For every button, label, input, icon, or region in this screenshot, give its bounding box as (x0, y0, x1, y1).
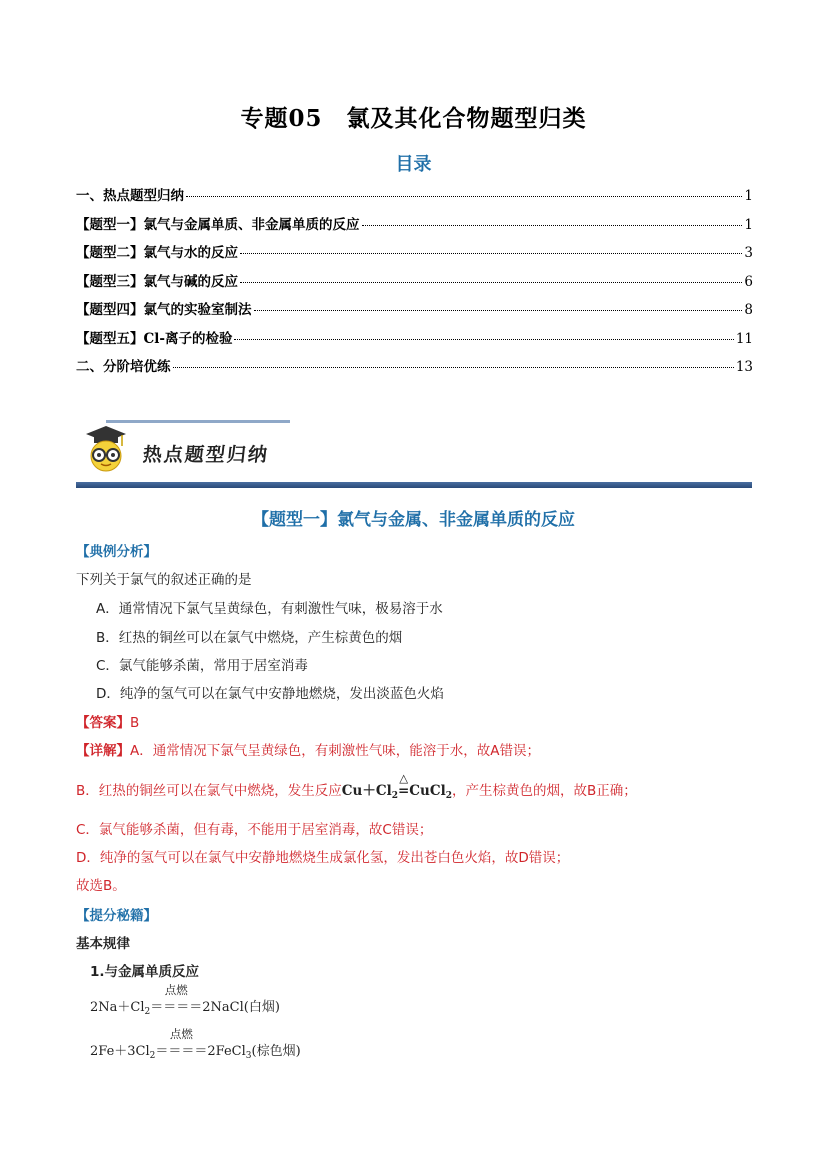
detail-tag: 【详解】 (76, 743, 130, 759)
toc-leader-dots (240, 282, 742, 283)
example-analysis-tag: 【典例分析】 (76, 544, 157, 560)
reaction-subscript: 2 (149, 1051, 156, 1061)
answer-line (76, 711, 139, 731)
banner-accent-line (106, 420, 290, 423)
rules-heading: 基本规律 (76, 936, 130, 952)
toc-entry-page: 11 (735, 330, 753, 347)
toc-entry-label: 【题型三】氯气与碱的反应 (76, 273, 238, 290)
reaction-sign (150, 983, 203, 1015)
banner-divider (76, 482, 752, 488)
equation-subscript: 2 (391, 791, 398, 801)
tips-tag: 【提分秘籍】 (76, 908, 157, 924)
toc-entry[interactable] (76, 327, 753, 356)
page-title: 专题05 氯及其化合物题型归类 (240, 105, 587, 132)
toc-entry-label: 一、热点题型归纳 (76, 188, 184, 204)
reaction-equals: ＝＝＝＝ (150, 1000, 203, 1015)
banner-title: 热点题型归纳 (141, 444, 271, 466)
toc-entry-label: 【题型一】氯气与金属单质、非金属单质的反应 (76, 216, 360, 233)
detail-line-b (76, 771, 637, 801)
toc-entry[interactable] (76, 355, 753, 384)
reaction-product: 2NaCl(白烟) (202, 1000, 280, 1015)
reaction-condition: 点燃 (164, 983, 188, 997)
reaction-sign (155, 1027, 208, 1059)
toc-entry-label: 【题型四】氯气的实验室制法 (76, 302, 252, 318)
toc-entry-page: 6 (744, 273, 753, 290)
detail-conclusion: 故选B。 (76, 878, 126, 894)
section-banner (76, 418, 752, 493)
toc-entry[interactable] (76, 270, 753, 299)
reaction-product: 2FeCl (207, 1044, 246, 1059)
reaction-equals: ＝＝＝＝ (155, 1044, 208, 1059)
detail-line-d: D．纯净的氢气可以在氯气中安静地燃烧生成氯化氢，发出苍白色火焰，故D错误； (76, 850, 570, 866)
scholar-mascot-icon (80, 422, 128, 474)
toc-leader-dots (240, 253, 742, 254)
toc-entry-label: 二、分阶培优练 (76, 359, 171, 375)
toc-entry-page: 1 (744, 188, 753, 204)
rules-subheading: 1.与金属单质反应 (90, 964, 200, 980)
reaction-condition: 点燃 (169, 1027, 193, 1041)
reaction-subscript: 3 (245, 1051, 252, 1061)
toc-entry[interactable] (76, 241, 753, 270)
question-stem: 下列关于氯气的叙述正确的是 (76, 572, 252, 588)
detail-line-a (76, 739, 540, 759)
toc-leader-dots (186, 196, 742, 197)
toc-entry-page: 3 (744, 245, 753, 261)
option-b: B．红热的铜丝可以在氯气中燃烧，产生棕黄色的烟 (96, 630, 403, 646)
toc-leader-dots (362, 225, 743, 226)
toc-entry-page: 8 (744, 302, 753, 318)
equation-equals: = (397, 783, 410, 799)
reaction-reactants: 2Fe＋3Cl (90, 1044, 150, 1059)
toc-leader-dots (173, 367, 734, 368)
option-d: D．纯净的氢气可以在氯气中安静地燃烧，发出淡蓝色火焰 (96, 686, 444, 702)
toc-entry-page: 13 (735, 359, 753, 375)
toc-entry[interactable] (76, 298, 753, 327)
reaction-iron (90, 1027, 301, 1061)
toc-entry[interactable] (76, 184, 753, 213)
reaction-note: (棕色烟) (251, 1044, 301, 1059)
toc-entry-label: 【题型二】氯气与水的反应 (76, 245, 238, 261)
equation-product: CuCl (409, 783, 446, 799)
detail-line-c: C．氯气能够杀菌，但有毒，不能用于居室消毒，故C错误； (76, 822, 433, 838)
detail-a-text: A．通常情况下氯气呈黄绿色，有刺激性气味，能溶于水，故A错误； (130, 743, 540, 759)
toc-leader-dots (234, 339, 733, 340)
reaction-equation (341, 771, 452, 801)
equation-subscript: 2 (445, 791, 452, 801)
toc-entry[interactable] (76, 213, 753, 242)
toc-entry-page: 1 (744, 216, 753, 233)
equation-reactants: Cu＋Cl (341, 783, 392, 799)
answer-value: B (130, 715, 140, 731)
answer-tag: 【答案】 (76, 715, 130, 731)
reaction-subscript: 2 (144, 1007, 151, 1017)
toc-entry-label: 【题型五】Cl-离子的检验 (76, 330, 233, 347)
toc-heading: 目录 (395, 154, 432, 175)
reaction-reactants: 2Na＋Cl (90, 1000, 145, 1015)
section-title: 【题型一】氯气与金属、非金属单质的反应 (252, 510, 575, 530)
toc-leader-dots (254, 310, 743, 311)
equation-condition: △ (399, 771, 409, 785)
table-of-contents (76, 184, 753, 384)
option-a: A．通常情况下氯气呈黄绿色，有刺激性气味，极易溶于水 (96, 601, 443, 617)
option-c: C．氯气能够杀菌，常用于居室消毒 (96, 658, 308, 674)
detail-b-suffix: ，产生棕黄色的烟，故B正确； (451, 783, 637, 799)
reaction-sodium (90, 983, 280, 1017)
equation-sign (397, 771, 410, 799)
detail-b-text: B．红热的铜丝可以在氯气中燃烧，发生反应 (76, 783, 342, 799)
